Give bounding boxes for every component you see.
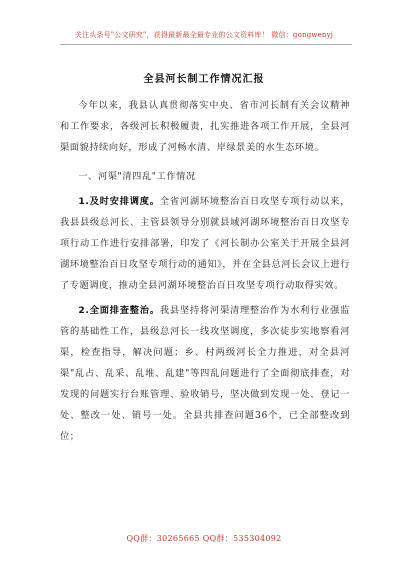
header-promo-note: 关注头条号"公文研究"，获得最新最全最专业的公文资料库！ 微信：gongwenyj [74,31,334,39]
document-body [60,95,350,447]
section-heading-1: 一、河渠"清四乱"工作情况 [78,171,196,182]
item-text-1: 全省河湖环境整治百日攻坚专项行动以来，我县县级总河长、主管县领导分别就县域河湖环境整治百日攻坚专项行动工作进行安排部署，印发了《河长制办公室关于开展全县河湖环境整治百日攻坚专项行动的通知》，并在全县总河长会议上进行了专题调度，推动全县河湖环境整治百日攻坚专项行动取得实效。 [60,196,350,291]
document-title: 全县河长制工作情况汇报 [143,74,265,85]
item-lead-1: 1.及时安排调度。 [78,196,160,207]
item-paragraph-1 [60,191,350,296]
header-divider [60,44,352,45]
footer-qq-groups: QQ群：30265665 QQ群：535304092 [126,534,282,543]
item-lead-2: 2.全面排查整治。 [78,305,160,316]
item-paragraph-2 [60,300,350,447]
intro-paragraph: 今年以来，我县认真贯彻落实中央、省市河长制有关会议精神和工作要求，各级河长积极履责，扎实推进各项工作开展，全县河渠面貌持续向好，形成了河畅水清、岸绿景美的水生态环境。 [60,100,350,153]
item-text-2: 我县坚持将河渠清理整治作为水利行业强监管的基础性工作，县级总河长一线攻坚调度，多次徒步实地察看河渠，检查指导，解决问题；乡、村两级河长全力推进，对全县河渠"乱占、乱采、乱堆、乱建"等四乱问题进行了全面彻底排查，对发现的问题实行台账管理、验收销号，坚决做到发现一处、登记一处、整改一处、销号一处。全县共排查问题36个，已全部整改到位； [60,305,350,442]
